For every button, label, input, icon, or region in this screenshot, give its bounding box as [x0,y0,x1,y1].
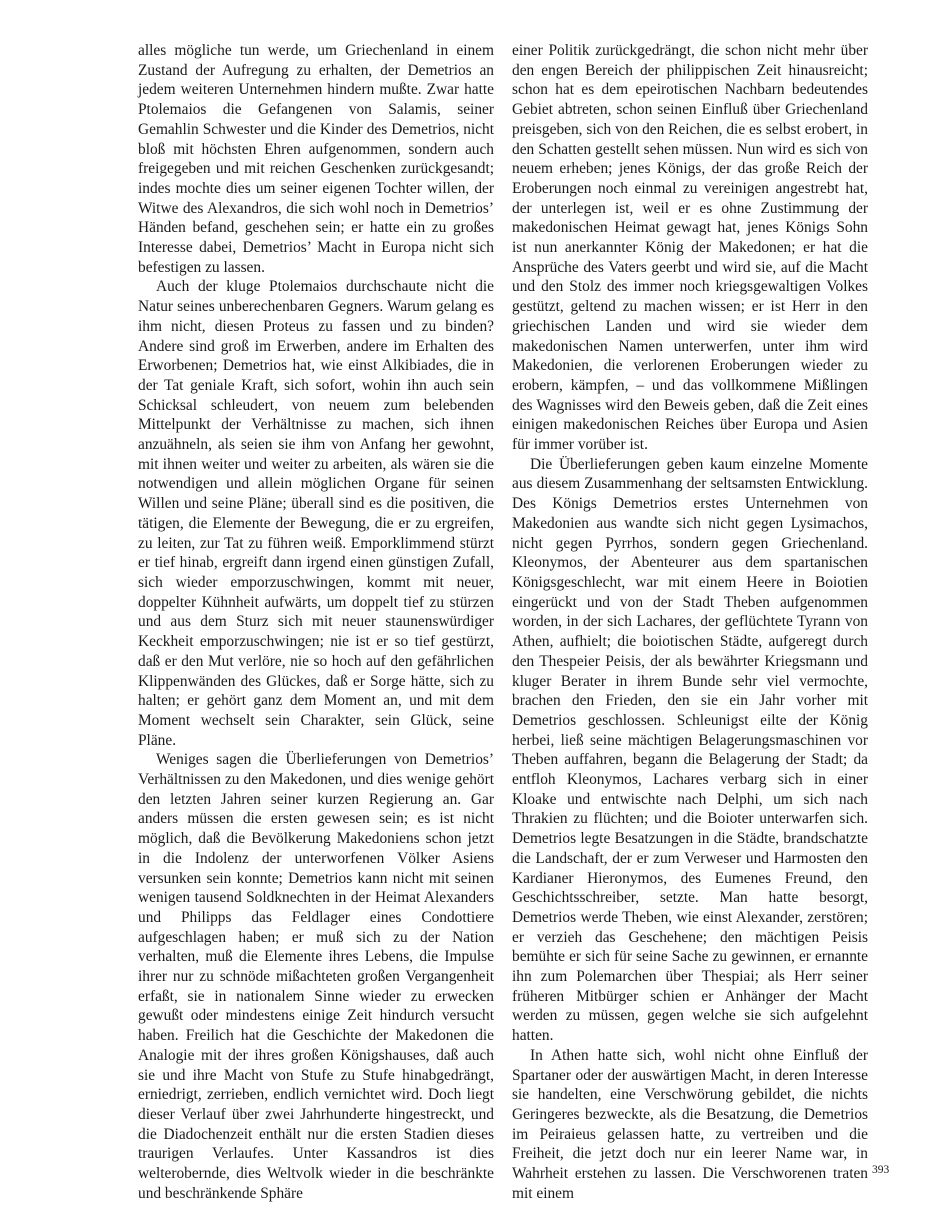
paragraph: Auch der kluge Ptolemaios durchschaute nicht die Natur seines unberechenbaren Gegners. Warum gelang es ihm nicht, diesen Proteus zu fassen und zu binden? Andere sind groß im Erwerben, andere im Erhalten des Erworbenen; Demetrios hat, wie einst Alkibiades, die in der Tat geniale Kraft, sich sofort, wohin ihn auch sein Schicksal schleudert, von neuem zum belebenden Mittelpunkt der Verhältnisse zu machen, sich ihnen anzuähneln, als seien sie ihm von Anfang her gewohnt, mit ihnen weiter und weiter zu arbeiten, als wären sie die notwendigen und allein möglichen Organe für seinen Willen und seine Pläne; überall sind es die positiven, die tätigen, die Elemente der Bewegung, die er zu ergreifen, zu leiten, zur Tat zu führen weiß. Emporklimmend stürzt er tief hinab, ergreift dann irgend einen günstigen Zufall, sich wieder emporzuschwingen, kommt mit neuer, doppelter Kühnheit aufwärts, um doppelt tief zu stürzen und aus dem Sturz sich mit neuer staunenswürdiger Keckheit emporzuschwingen; nie ist er so tief gestürzt, daß er den Mut verlöre, nie so hoch auf den gefährlichen Klippenwänden des Glückes, daß er Sorge hätte, sich zu halten; er gehört ganz dem Moment an, und mit dem Moment wechselt sein Charakter, sein Glück, seine Pläne. [138,278,494,749]
left-text-column [138,41,494,1203]
paragraph: Die Überlieferungen geben kaum einzelne Momente aus diesem Zusammenhang der seltsamsten Entwicklung. Des Königs Demetrios erstes Unternehmen von Makedonien aus wandte sich nicht gegen Lysimachos, nicht gegen Pyrrhos, sondern gegen Griechenland. Kleonymos, der Abenteurer aus dem spartanischen Königsgeschlecht, war mit einem Heere in Boiotien eingerückt und von der Stadt Theben aufgenommen worden, in der sich Lachares, der geflüchtete Tyrann von Athen, aufhielt; die boiotischen Städte, aufgeregt durch den Thespeier Peisis, der als bewährter Kriegsmann und kluger Berater in ihrem Bunde sehr viel vermochte, brachen den Frieden, den sie ein Jahr vorher mit Demetrios geschlossen. Schleunigst eilte der König herbei, ließ seine mächtigen Belagerungsmaschinen vor Theben auffahren, begann die Belagerung der Stadt; da entfloh Kleonymos, Lachares verbarg sich in einer Kloake und entwischte nach Delphi, um sich nach Thrakien zu flüchten; und die Boioter unterwarfen sich. Demetrios legte Besatzungen in die Städte, brandschatzte die Landschaft, der er zum Verweser und Harmosten den Kardianer Hieronymos, des Eumenes Freund, den Geschichtsschreiber, setzte. Man hatte besorgt, Demetrios werde Theben, wie einst Alexander, zerstören; er verzieh das Geschehene; den mächtigen Peisis bemühte er sich für seine Sache zu gewinnen, er ernannte ihn zum Polemarchen über Thespiai; als Herr seiner früheren Mitbürger schien er Anhänger der Macht werden zu müssen, gegen welche sie sich aufgelehnt hatten. [512,455,868,1045]
page-number: 393 [872,1164,890,1176]
right-text-column [512,41,868,1203]
paragraph: In Athen hatte sich, wohl nicht ohne Einfluß der Spartaner oder der auswärtigen Macht, in deren Interesse sie handelten, eine Verschwörung gebildet, die nichts Geringeres bezweckte, als die Besatzung, die Demetrios im Peiraieus gelassen hatte, zu vertreiben und die Freiheit, die jetzt doch nur ein leerer Name war, in Wahrheit erstehen zu lassen. Die Verschworenen traten mit einem [512,1046,868,1202]
paragraph: alles mögliche tun werde, um Griechenland in einem Zustand der Aufregung zu erhalten, der Demetrios an jedem weiteren Unternehmen hindern mußte. Zwar hatte Ptolemaios die Gefangenen von Salamis, seiner Gemahlin Schwester und die Kinder des Demetrios, nicht bloß mit höchsten Ehren aufgenommen, sondern auch freigegeben und mit reichen Geschenken zurückgesandt; indes mochte dies um seiner eigenen Tochter willen, der Witwe des Alexandros, die sich wohl noch in Demetrios’ Händen befand, geschehen sein; er hatte ein zu großes Interesse dabei, Demetrios’ Macht in Europa nicht sich befestigen zu lassen. [138,42,494,276]
paragraph: Weniges sagen die Überlieferungen von Demetrios’ Verhältnissen zu den Makedonen, und dies wenige gehört den letzten Jahren seiner kurzen Regierung an. Gar anders müssen die ersten gewesen sein; es ist nicht möglich, daß die Bevölkerung Makedoniens schon jetzt in die Indolenz der unterworfenen Völker Asiens versunken sein konnte; Demetrios kann nicht mit seinen wenigen tausend Soldknechten in der Heimat Alexanders und Philipps das Feldlager eines Condottiere aufgeschlagen haben; er muß sich zu der Nation verhalten, muß die Elemente ihres Lebens, die Impulse ihrer nur zu schnöde mißachteten großen Vergangenheit erfaßt, sie in nationalem Sinne wieder zu erwecken gewußt oder mindestens einige Zeit hindurch versucht haben. Freilich hat die Geschichte der Makedonen die Analogie mit der ihres großen Königshauses, daß auch sie und ihre Macht von Stufe zu Stufe hinabgedrängt, erniedrigt, zerrieben, endlich vernichtet wird. Doch liegt dieser Verlauf über zwei Jahrhunderte hingestreckt, und die Diadochenzeit enthält nur die ersten Stadien dieses traurigen Verlaufes. Unter Kassandros ist dies welterobernde, dies Weltvolk wieder in die beschränkte und beschränkende Sphäre [138,751,494,1202]
paragraph: einer Politik zurückgedrängt, die schon nicht mehr über den engen Bereich der philippischen Zeit hinausreicht; schon hat es dem epeirotischen Nachbarn bedeutendes Gebiet abtreten, schon seinen Einfluß über Griechenland preisgeben, sich von den Reichen, die es selbst erobert, in den Schatten gestellt sehen müssen. Nun wird es sich von neuem erheben; jenes Königs, der das große Reich der Eroberungen noch einmal zu vereinigen angestrebt hat, der unterlegen ist, weil er es ohne Zustimmung der makedonischen Heimat gewagt hat, jenes Königs Sohn ist nun anerkannter König der Makedonen; er hat die Ansprüche des Vaters geerbt und wird sie, auf die Macht und den Stolz des immer noch kriegsgewaltigen Volkes gestützt, geltend zu machen wissen; er ist Herr in den griechischen Landen und wird sie wieder dem makedonischen Namen unterwerfen, unter ihm wird Makedonien, die verlorenen Eroberungen wieder zu erobern, kämpfen, – und das vollkommene Mißlingen des Wagnisses wird den Beweis geben, daß die Zeit eines einigen makedonischen Reiches über Europa und Asien für immer vorüber ist. [512,42,868,454]
